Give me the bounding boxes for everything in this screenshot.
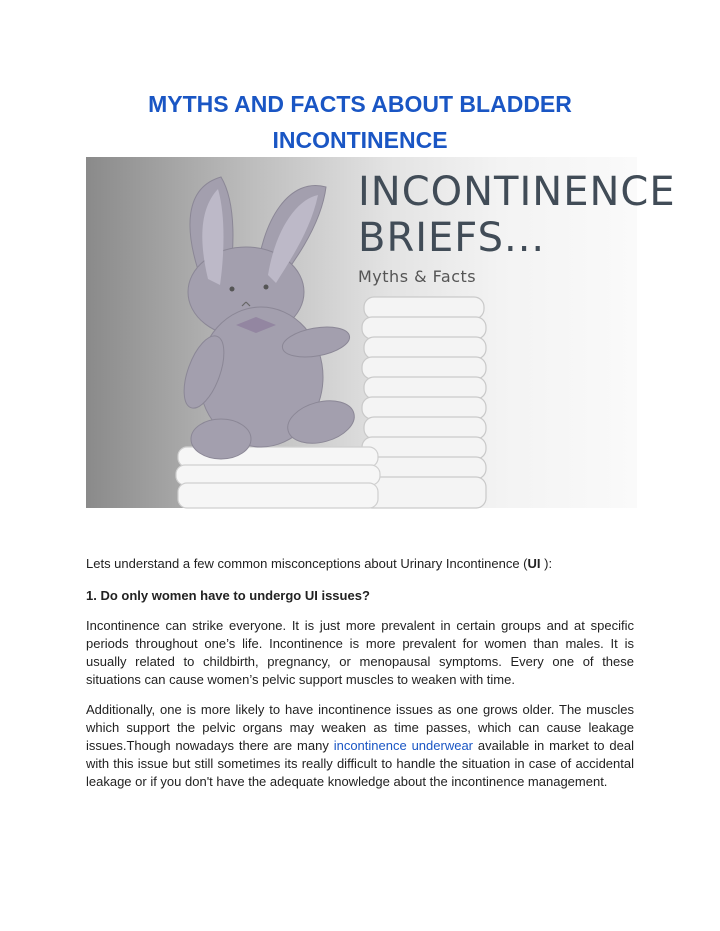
hero-caption (358, 169, 676, 286)
intro-ui-abbr: UI (527, 556, 541, 571)
incontinence-underwear-link[interactable]: incontinence underwear (333, 738, 474, 753)
paragraph-1: Incontinence can strike everyone. It is just more prevalent in certain groups and at specific periods throughout one’s life. Incontinence is more prevalent for women than males. It is usually related to childbirth, pregnancy, or menopausal symptoms. Every one of these situations can cause women’s pelvic support muscles to weaken with time. (86, 618, 634, 687)
intro-paragraph (86, 555, 634, 573)
hero-image (86, 157, 676, 508)
page-title-line-2: INCONTINENCE (272, 127, 448, 153)
intro-text: Lets understand a few common misconceptions about Urinary Incontinence ( (86, 556, 528, 571)
paragraph-2-text: Additionally, one is more likely to have incontinence issues as one grows older. The muscles which support the pelvic organs may weaken as time passes, which can cause leakage issues.Though nowadays there are many (86, 702, 634, 753)
hero-caption-line-1: INCONTINENCE (358, 169, 676, 215)
hero-caption-subtitle: Myths & Facts (358, 267, 477, 286)
hero-caption-line-2: BRIEFS... (358, 215, 546, 261)
paragraph-2 (86, 701, 634, 791)
paragraph-2-text-end: available in market to deal with this issue but still sometimes its really difficult to handle the situation in case of accidental leakage or if you don't have the adequate knowledge about the incontinence management. (86, 738, 634, 789)
page-title-line-1: MYTHS AND FACTS ABOUT BLADDER (148, 91, 572, 117)
question-heading: 1. Do only women have to undergo UI issues? (86, 588, 370, 603)
intro-text-end: ): (540, 556, 553, 571)
page-title (60, 86, 660, 158)
